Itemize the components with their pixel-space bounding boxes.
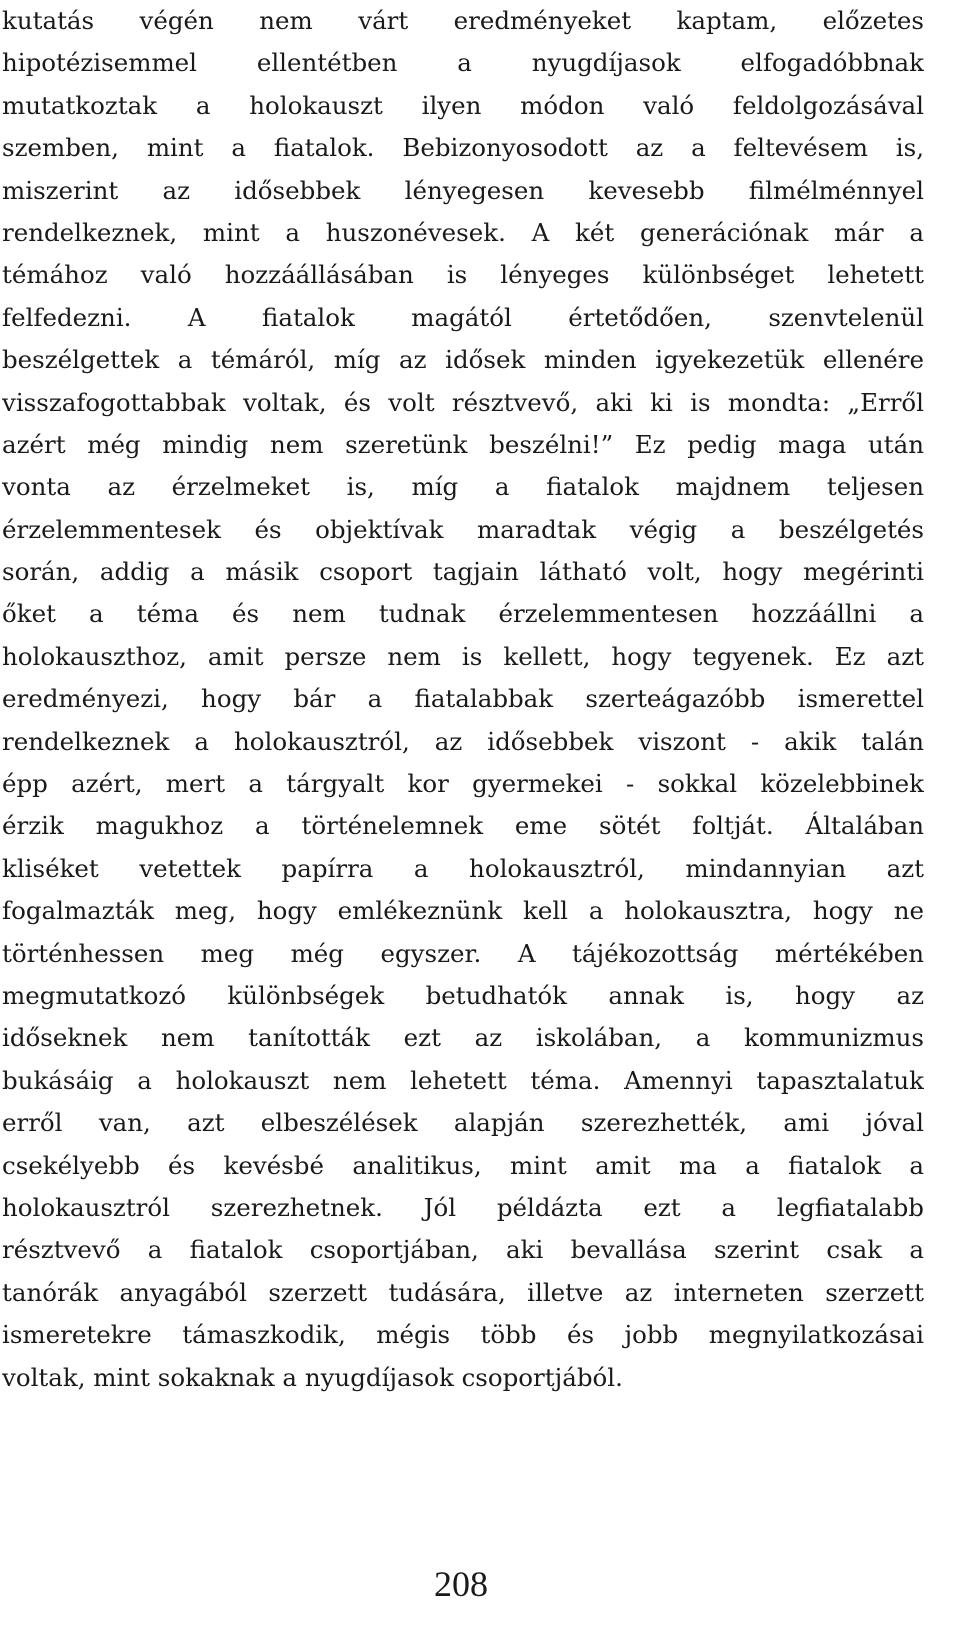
text-line: megmutatkozó különbségek betudhatók annak is, hogy az bbox=[2, 980, 924, 1010]
text-line: rendelkeznek, mint a huszonévesek. A két generációnak már a bbox=[2, 217, 924, 247]
text-line: kutatás végén nem várt eredményeket kaptam, előzetes bbox=[2, 6, 924, 35]
text-line: vonta az érzelmeket is, míg a fiatalok majdnem teljesen bbox=[2, 472, 924, 502]
text-line: azért még mindig nem szeretünk beszélni!” Ez pedig maga után bbox=[2, 429, 924, 459]
text-line: rendelkeznek a holokausztról, az idősebbek viszont - akik talán bbox=[2, 726, 924, 756]
text-line: érzelemmentesek és objektívak maradtak végig a beszélgetés bbox=[2, 514, 924, 544]
text-line: holokauszthoz, amit persze nem is kellett, hogy tegyenek. Ez azt bbox=[2, 641, 924, 671]
text-line: erről van, azt elbeszélések alapján szerezhették, ami jóval bbox=[2, 1108, 924, 1138]
text-line: felfedezni. A fiatalok magától értetődően, szenvtelenül bbox=[2, 302, 924, 332]
text-line: holokausztról szerezhetnek. Jól példázta ezt a legfiatalabb bbox=[2, 1192, 924, 1222]
text-line: hipotézisemmel ellentétben a nyugdíjasok elfogadóbbnak bbox=[2, 48, 924, 78]
text-line: beszélgettek a témáról, míg az idősek minden igyekezetük ellenére bbox=[2, 345, 924, 375]
text-line-last: voltak, mint sokaknak a nyugdíjasok csoportjából. bbox=[2, 1362, 623, 1392]
body-paragraph bbox=[2, 0, 924, 1399]
text-line: tanórák anyagából szerzett tudására, illetve az interneten szerzett bbox=[2, 1277, 924, 1307]
page-number: 208 bbox=[434, 1564, 488, 1604]
text-line: eredményezi, hogy bár a fiatalabbak szerteágazóbb ismerettel bbox=[2, 684, 924, 714]
text-line: miszerint az idősebbek lényegesen kevesebb filmélménnyel bbox=[2, 175, 924, 205]
text-line: visszafogottabbak voltak, és volt résztvevő, aki ki is mondta: „Erről bbox=[2, 387, 924, 417]
text-line: résztvevő a fiatalok csoportjában, aki bevallása szerint csak a bbox=[2, 1235, 924, 1265]
text-line: történhessen meg még egyszer. A tájékozottság mértékében bbox=[2, 938, 924, 968]
text-line: érzik magukhoz a történelemnek eme sötét foltját. Általában bbox=[2, 811, 924, 841]
text-line: bukásáig a holokauszt nem lehetett téma. Amennyi tapasztalatuk bbox=[2, 1065, 924, 1095]
text-line: csekélyebb és kevésbé analitikus, mint amit ma a fiatalok a bbox=[2, 1150, 924, 1180]
text-line: fogalmazták meg, hogy emlékeznünk kell a holokausztra, hogy ne bbox=[2, 896, 924, 926]
text-line: épp azért, mert a tárgyalt kor gyermekei - sokkal közelebbinek bbox=[2, 769, 924, 799]
text-line: témához való hozzáállásában is lényeges különbséget lehetett bbox=[2, 260, 924, 290]
text-line: során, addig a másik csoport tagjain látható volt, hogy megérinti bbox=[2, 557, 924, 587]
text-line: őket a téma és nem tudnak érzelemmentesen hozzáállni a bbox=[2, 599, 924, 629]
text-line: időseknek nem tanították ezt az iskolában, a kommunizmus bbox=[2, 1023, 924, 1053]
text-line: mutatkoztak a holokauszt ilyen módon való feldolgozásával bbox=[2, 90, 924, 120]
text-line: kliséket vetettek papírra a holokausztról, mindannyian azt bbox=[2, 853, 924, 883]
text-line: szemben, mint a fiatalok. Bebizonyosodott az a feltevésem is, bbox=[2, 133, 924, 163]
text-line: ismeretekre támaszkodik, mégis több és jobb megnyilatkozásai bbox=[2, 1320, 924, 1350]
